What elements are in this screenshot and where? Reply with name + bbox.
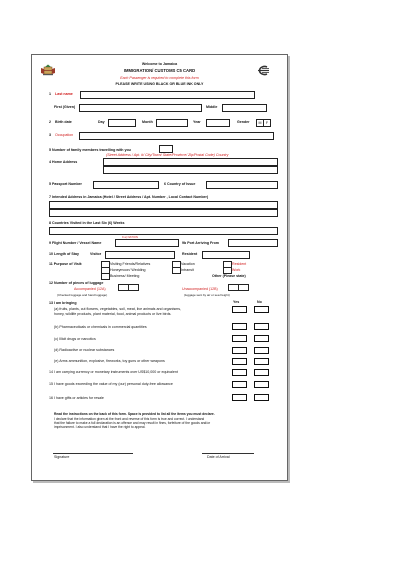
checked-luggage-note: (Checked luggage and hand luggage) bbox=[57, 293, 108, 297]
bringing-label: 13 I am bringing bbox=[49, 301, 77, 305]
nationality-hint: 9 a) NATION bbox=[122, 235, 138, 239]
declaration-text-3: imprisonment. I also understand that I have the right to appeal. bbox=[54, 425, 146, 429]
declaration-15-no-checkbox[interactable] bbox=[254, 381, 269, 388]
declaration-14-label: 14 I am carrying currency or monetary instruments over US$10,000 or equivalent bbox=[49, 370, 178, 374]
declaration-16-no-checkbox[interactable] bbox=[254, 394, 269, 401]
declaration-15-label: 15 I have goods exceeding the value of my (our) personal duty-free allowance bbox=[49, 382, 173, 386]
intended-address-label: 7 Intended Address in Jamaica (Hotel / Street Address / Apt. Number , Local Contact Number) bbox=[49, 195, 209, 199]
declaration-c-no-checkbox[interactable] bbox=[254, 335, 269, 342]
family-members-input[interactable] bbox=[159, 145, 173, 153]
purpose-honeymoon-label: Honeymoon/ Wedding bbox=[110, 268, 146, 272]
gender-f-checkbox[interactable]: F bbox=[263, 119, 271, 127]
gender-label: Gender bbox=[237, 120, 250, 124]
declaration-c-label: (c) Illicit drugs or narcotics bbox=[54, 337, 96, 341]
sent-luggage-note: (luggage sent by air or sea freight) bbox=[184, 293, 230, 297]
country-of-issue-label: 6 Country of Issue bbox=[164, 182, 196, 186]
flight-number-label: 9 Flight Number / Vessel Name bbox=[49, 241, 102, 245]
declaration-text-1: I declare that the information given at the front and reverse of this form is true and correct. I understand bbox=[54, 417, 205, 421]
home-address-input-1[interactable] bbox=[103, 158, 278, 166]
resident-stay-input[interactable] bbox=[202, 251, 250, 259]
declaration-14-yes-checkbox[interactable] bbox=[232, 369, 247, 376]
accompanied-label: Accompanied (12A) bbox=[74, 287, 106, 291]
yes-column-header: Yes bbox=[233, 300, 240, 304]
visitor-stay-input[interactable] bbox=[105, 251, 175, 259]
declaration-14-no-checkbox[interactable] bbox=[254, 369, 269, 376]
month-input[interactable] bbox=[156, 119, 188, 127]
field-number-3: 3 bbox=[49, 133, 51, 137]
field-number-2: 2 bbox=[49, 120, 51, 124]
date-of-arrival-line[interactable] bbox=[202, 453, 254, 454]
instructions-note: Read the instructions on the back of this form. Space is provided to list all the items you must declare. bbox=[54, 412, 215, 416]
birth-date-label: Birth date bbox=[55, 120, 72, 124]
last-name-input[interactable] bbox=[80, 91, 255, 99]
country-of-issue-input[interactable] bbox=[206, 181, 278, 189]
flight-number-input[interactable] bbox=[115, 239, 179, 247]
occupation-label: Occupation bbox=[55, 133, 74, 137]
declaration-16-label: 16 I have gifts or articles for resale bbox=[49, 396, 104, 400]
declaration-15-yes-checkbox[interactable] bbox=[232, 381, 247, 388]
declaration-b-label: (b) Pharmaceuticals or chemicals in commercial quantities bbox=[54, 325, 147, 329]
purpose-work-label: Work bbox=[232, 268, 241, 272]
no-column-header: No bbox=[257, 300, 262, 304]
purpose-resident-label: Resident bbox=[232, 262, 247, 266]
unaccompanied-input-2[interactable] bbox=[238, 284, 249, 291]
declaration-c-yes-checkbox[interactable] bbox=[232, 335, 247, 342]
year-label: Year bbox=[193, 120, 201, 124]
day-label: Day bbox=[98, 120, 105, 124]
occupation-input[interactable] bbox=[79, 132, 274, 140]
countries-visited-input[interactable] bbox=[49, 227, 278, 235]
last-name-label: Last name bbox=[55, 92, 73, 96]
purpose-vacation-label: Vacation bbox=[181, 262, 195, 266]
declaration-a-no-checkbox[interactable] bbox=[254, 306, 269, 313]
countries-visited-label: 8 Countries Visited in the Last Six (6) Weeks bbox=[49, 221, 125, 225]
intended-address-input-2[interactable] bbox=[49, 209, 278, 217]
declaration-d-label: (d) Radioactive or nuclear substances bbox=[54, 348, 115, 352]
purpose-work-checkbox[interactable] bbox=[223, 267, 232, 274]
first-name-input[interactable] bbox=[79, 104, 202, 112]
accompanied-input-2[interactable] bbox=[128, 284, 139, 291]
address-format-hint: (Street Address / Apt. #/ City/Town/ State/Province/ Zip/Postal Code) Country bbox=[106, 153, 229, 157]
declaration-a-yes-checkbox[interactable] bbox=[232, 306, 247, 313]
year-input[interactable] bbox=[206, 119, 230, 127]
home-address-label: 4 Home Address bbox=[49, 160, 78, 164]
resident-label: Resident bbox=[182, 252, 198, 256]
middle-name-label: Middle bbox=[206, 105, 218, 109]
customs-card bbox=[31, 54, 288, 481]
gender-m-checkbox[interactable]: M bbox=[256, 119, 264, 127]
ink-instruction: PLEASE WRITE USING BLACK OR BLUE INK ONLY bbox=[115, 82, 204, 86]
declaration-d-yes-checkbox[interactable] bbox=[232, 347, 247, 354]
port-arriving-label: 9b Port Arriving From bbox=[182, 241, 220, 245]
intended-address-input-1[interactable] bbox=[49, 201, 278, 209]
field-number-1: 1 bbox=[49, 92, 51, 96]
declaration-16-yes-checkbox[interactable] bbox=[232, 394, 247, 401]
unaccompanied-label: Unaccompanied (12B) bbox=[182, 287, 218, 291]
declaration-e-label: (e) Arms ammunition, explosive, fireworks, toy guns or other weapons bbox=[54, 359, 165, 363]
luggage-pieces-label: 12 Number of pieces of luggage bbox=[49, 281, 104, 285]
declaration-a-line-1: (a) fruits, plants, cut flowers, vegetables, soil, meat, live animals and organisms, bbox=[54, 307, 182, 311]
purpose-intransit-checkbox[interactable] bbox=[172, 267, 181, 274]
day-input[interactable] bbox=[108, 119, 136, 127]
purpose-friends-label: Visiting Friends/Relatives bbox=[110, 262, 151, 266]
first-name-label: First (Given) bbox=[54, 105, 76, 109]
declaration-e-yes-checkbox[interactable] bbox=[232, 358, 247, 365]
declaration-text-2: that the failure to make a full declaration is an offence and may result in fines, forfeiture of the goods and/or bbox=[54, 421, 211, 425]
purpose-business-label: Business/ Meeting bbox=[110, 274, 140, 278]
visitor-label: Visitor bbox=[90, 252, 102, 256]
declaration-d-no-checkbox[interactable] bbox=[254, 347, 269, 354]
purpose-intransit-label: Intransit bbox=[181, 268, 194, 272]
declaration-b-no-checkbox[interactable] bbox=[254, 323, 269, 330]
family-members-label: 5 Number of family members travelling with you bbox=[49, 148, 131, 152]
length-of-stay-label: 10 Length of Stay bbox=[49, 252, 79, 256]
month-label: Month bbox=[142, 120, 153, 124]
purpose-business-checkbox[interactable] bbox=[101, 273, 110, 280]
signature-label: Signature bbox=[54, 455, 70, 459]
form-title: IMMIGRATION/ CUSTOMS C5 CARD bbox=[123, 68, 196, 73]
port-arriving-input[interactable] bbox=[228, 239, 278, 247]
passport-number-label: 5 Passport Number bbox=[49, 182, 82, 186]
purpose-other-label: Other (Please state) bbox=[212, 274, 246, 278]
purpose-of-visit-label: 11 Purpose of Visit: bbox=[49, 262, 83, 266]
declaration-a-line-2: honey, wildlife products, plant material, food, animal products or live birds. bbox=[54, 312, 172, 316]
date-of-arrival-label: Date of Arrival bbox=[207, 455, 230, 459]
welcome-heading: Welcome to Jamaica bbox=[141, 62, 178, 66]
signature-line[interactable] bbox=[53, 453, 133, 454]
home-address-input-2[interactable] bbox=[103, 166, 278, 174]
declaration-b-yes-checkbox[interactable] bbox=[232, 323, 247, 330]
middle-name-input[interactable] bbox=[222, 104, 267, 112]
declaration-e-no-checkbox[interactable] bbox=[254, 358, 269, 365]
passport-number-input[interactable] bbox=[93, 181, 159, 189]
form-subtitle: Each Passenger is required to complete this form bbox=[120, 76, 199, 80]
